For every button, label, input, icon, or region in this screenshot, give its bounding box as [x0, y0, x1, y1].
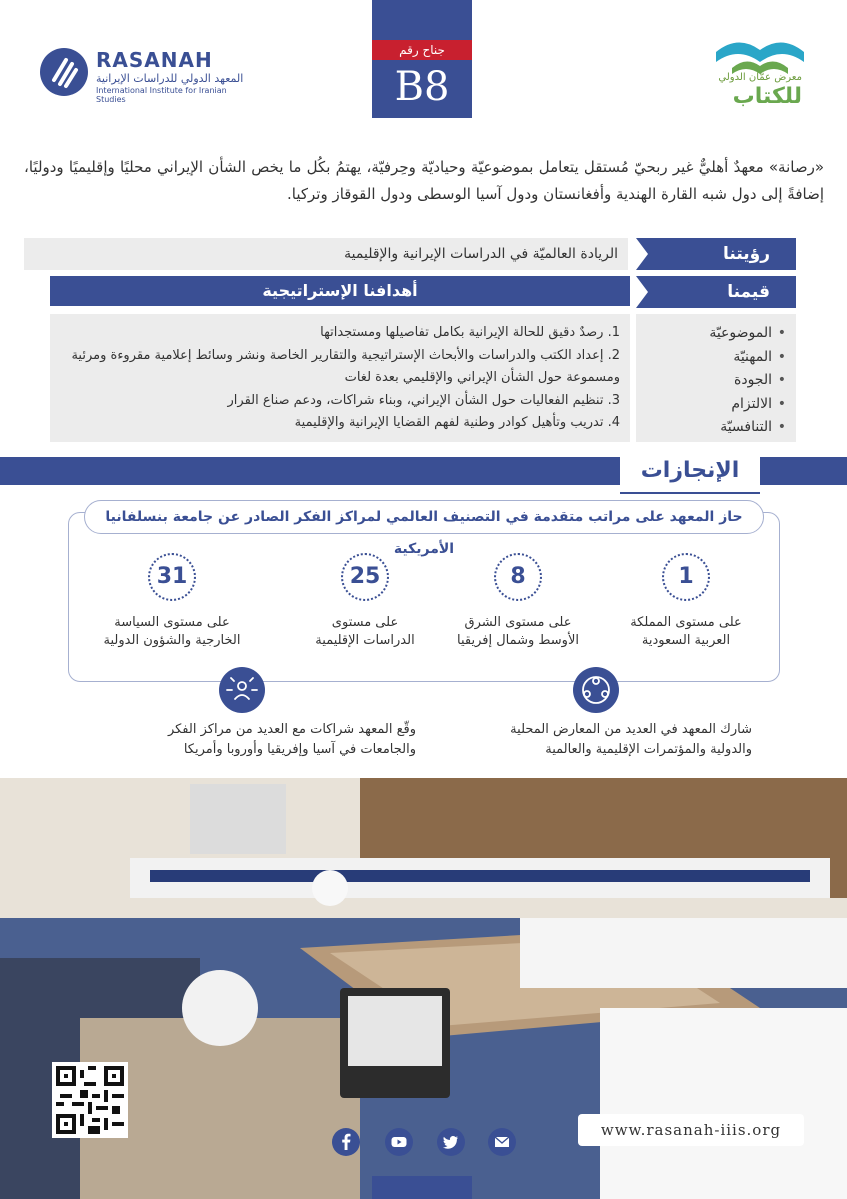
- list-item: • التنافسيّة: [636, 416, 772, 440]
- booth-code: B8: [394, 64, 450, 110]
- facebook-icon[interactable]: [332, 1128, 360, 1156]
- rank-caption: على مستوى المملكة العربية السعودية: [630, 615, 742, 648]
- email-icon[interactable]: [488, 1128, 516, 1156]
- list-item: 1. رصدٌ دقيق للحالة الإيرانية بكامل تفاصيلها ومستجداتها: [320, 325, 620, 340]
- rank-caption: على مستوى السياسة الخارجية والشؤون الدولية: [103, 615, 241, 648]
- rank-caption: على مستوى الشرق الأوسط وشمال إفريقيا: [457, 615, 579, 648]
- rank-badge: 1: [662, 553, 710, 601]
- partnership-arrows-icon: [219, 667, 265, 713]
- fair-logo-line2: للكتاب: [732, 84, 802, 109]
- ranking-headline: حاز المعهد على مراتب متقدمة في التصنيف العالمي لمراكز الفكر الصادر عن جامعة بنسلفانيا الأمريكية: [84, 500, 764, 534]
- partnerships-note: وقّع المعهد شراكات مع العديد من مراكز الفكر والجامعات في آسيا وإفريقيا وأوروبا وأمريكا: [167, 722, 416, 757]
- values-list: [636, 314, 796, 442]
- goals-list: [50, 314, 630, 442]
- website-url[interactable]: www.rasanah-iiis.org: [578, 1114, 804, 1146]
- vision-text: الريادة العالميّة في الدراسات الإيرانية والإقليمية: [24, 238, 628, 270]
- qr-code[interactable]: [52, 1062, 128, 1138]
- rasanah-mark-icon: [40, 48, 88, 96]
- booth-label: جناح رقم: [372, 40, 472, 60]
- list-item: • الجودة: [636, 369, 772, 393]
- people-network-icon: [573, 667, 619, 713]
- achievements-title: الإنجازات: [620, 448, 760, 494]
- rank-badge: 25: [341, 553, 389, 601]
- rank-badge: 31: [148, 553, 196, 601]
- intro-paragraph: «رصانة» معهدٌ أهليٌّ غير ربحيّ مُستقل يتعامل بموضوعيّة وحياديّة وحِرفيّة، يهتمُ بكُل ما يخص الشأن الإيراني محليًا وإقليميًا ودوليًا، إضافةً إلى دول شبه القارة الهندية وأفغانستان ودول آسيا الوسطى ودول القوقاز وتركيا.: [24, 158, 824, 203]
- twitter-icon[interactable]: [437, 1128, 465, 1156]
- values-label: قيمنا: [636, 276, 796, 308]
- rank-caption: على مستوى الدراسات الإقليمية: [315, 615, 415, 648]
- exhibitions-note: شارك المعهد في العديد من المعارض المحلية والدولية والمؤتمرات الإقليمية والعالمية: [510, 722, 752, 757]
- amman-book-fair-logo: [712, 32, 808, 112]
- list-item: • المهنيّة: [636, 346, 772, 370]
- list-item: • الموضوعيّة: [636, 322, 772, 346]
- fair-logo-line1: معرض عمّان الدولي: [718, 72, 802, 83]
- bottom-accent-tab: [372, 1176, 472, 1199]
- rank-badge: 8: [494, 553, 542, 601]
- rasanah-logo: [40, 44, 250, 104]
- youtube-icon[interactable]: [385, 1128, 413, 1156]
- goals-label: أهدافنا الإستراتيجية: [50, 276, 630, 306]
- vision-label: رؤيتنا: [636, 238, 796, 270]
- rasanah-name: RASANAH: [96, 48, 213, 72]
- rasanah-english-name: International Institute for Iranian Studies: [96, 86, 227, 104]
- book-fair-book-icon: [712, 32, 808, 76]
- list-item: 2. إعداد الكتب والدراسات والأبحاث الإستراتيجية والتقارير الخاصة ونشر وسائط إعلامية مقروءة ومرئية ومسموعة حول الشأن الإيراني والإقليمي بعدة لغات: [71, 347, 620, 385]
- rasanah-arabic-name: المعهد الدولي للدراسات الإيرانية: [96, 72, 244, 85]
- list-item: • الالتزام: [636, 393, 772, 417]
- list-item: 4. تدريب وتأهيل كوادر وطنية لفهم القضايا الإيرانية والإقليمية: [294, 415, 620, 430]
- list-item: 3. تنظيم الفعاليات حول الشأن الإيراني، وبناء شراكات، ودعم صناع القرار: [227, 392, 620, 408]
- booth-badge: [372, 0, 472, 118]
